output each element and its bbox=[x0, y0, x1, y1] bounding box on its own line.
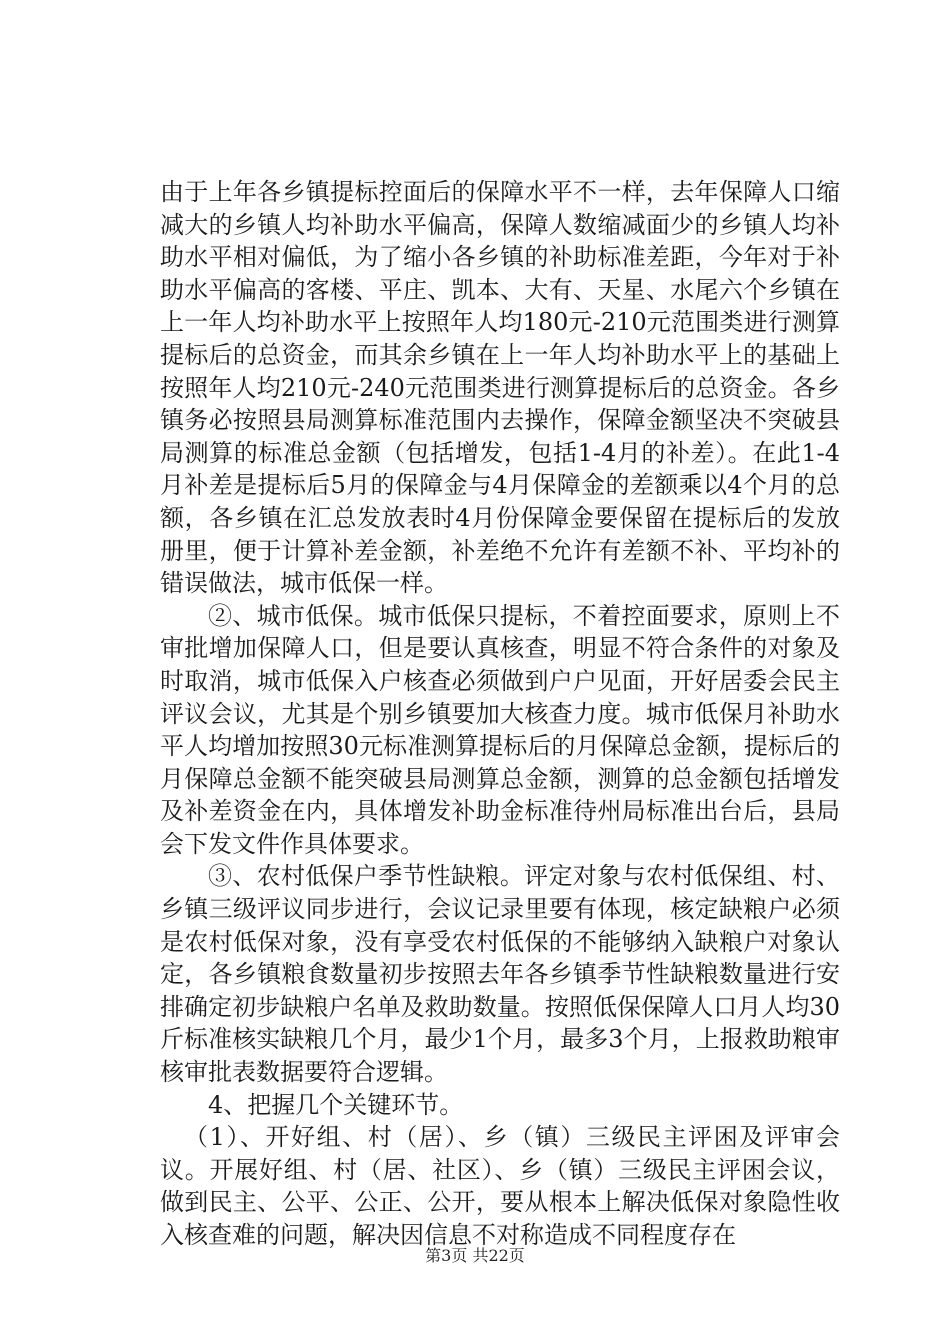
section-heading-key-steps: 4、把握几个关键环节。 bbox=[208, 1090, 464, 1119]
paragraph-continuation: 由于上年各乡镇提标控面后的保障水平不一样，去年保障人口缩减大的乡镇人均补助水平偏高，保障人数缩减面少的乡镇人均补助水平相对偏低，为了缩小各乡镇的补助标准差距，今年对于补助水平偏高的客楼、平庄、凯本、大有、天星、水尾六个乡镇在上一年人均补助水平上按照年人均180元-210元范围类进行测算提标后的总资金，而其余乡镇在上一年人均补助水平上的基础上按照年人均210元-240元范围类进行测算提标后的总资金。各乡镇务必按照县局测算标准范围内去操作，保障金额坚决不突破县局测算的标准总金额（包括增发，包括1-4月的补差）。在此1-4月补差是提标后5月的保障金与4月保障金的差额乘以4个月的总额，各乡镇在汇总发放表时4月份保障金要保留在提标后的发放册里，便于计算补差金额，补差绝不允许有差额不补、平均补的错误做法，城市低保一样。 bbox=[160, 178, 840, 598]
document-body bbox=[160, 176, 840, 1252]
page-number-footer: 第3页 共22页 bbox=[425, 1246, 525, 1265]
paragraph-urban-minimum-living: ②、城市低保。城市低保只提标，不着控面要求，原则上不审批增加保障人口，但是要认真核查，明显不符合条件的对象及时取消，城市低保入户核查必须做到户户见面，开好居委会民主评议会议，尤其是个别乡镇要加大核查力度。城市低保月补助水平人均增加按照30元标准测算提标后的月保障总金额，提标后的月保障总金额不能突破县局测算总金额，测算的总金额包括增发及补差资金在内，具体增发补助金标准待州局标准出台后，县局会下发文件作具体要求。 bbox=[160, 601, 840, 858]
paragraph-seasonal-grain-shortage: ③、农村低保户季节性缺粮。评定对象与农村低保组、村、乡镇三级评议同步进行，会议记录里要有体现，核定缺粮户必须是农村低保对象，没有享受农村低保的不能够纳入缺粮户对象认定，各乡镇粮食数量初步按照去年各乡镇季节性缺粮数量进行安排确定初步缺粮户名单及救助数量。按照低保保障人口月人均30斤标准核实缺粮几个月，最少1个月，最多3个月，上报救助粮审核审批表数据要符合逻辑。 bbox=[160, 862, 840, 1087]
paragraph-three-level-review: （1）、开好组、村（居）、乡（镇）三级民主评困及评审会议。开展好组、村（居、社区）、乡（镇）三级民主评困会议，做到民主、公平、公正、公开，要从根本上解决低保对象隐性收入核查难的问题，解决因信息不对称造成不同程度存在 bbox=[160, 1123, 840, 1249]
